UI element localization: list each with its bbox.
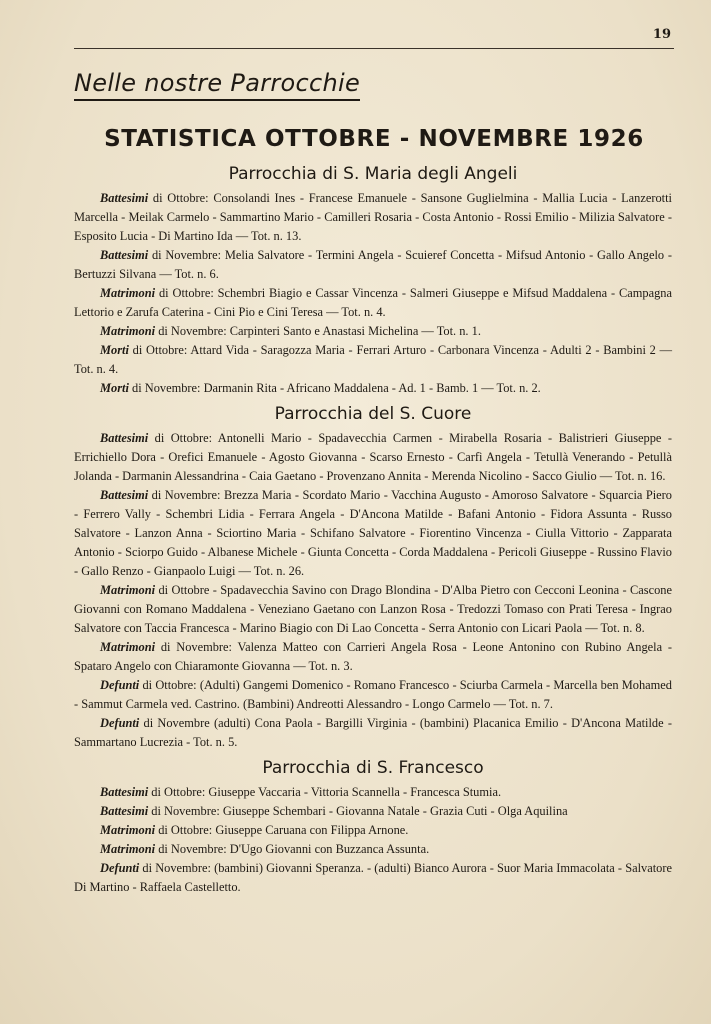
- record-category: Matrimoni: [100, 324, 156, 338]
- main-title: STATISTICA OTTOBRE - NOVEMBRE 1926: [104, 126, 644, 152]
- record-text: di Ottobre: Giuseppe Caruana con Filippa Arnone.: [155, 823, 409, 837]
- record-category: Matrimoni: [100, 823, 156, 837]
- record-text: di Novembre: Carpinteri Santo e Anastasi Michelina — Tot. n. 1.: [155, 324, 481, 338]
- record-entry: [74, 581, 672, 638]
- record-category: Matrimoni: [100, 842, 156, 856]
- record-text: di Novembre: Brezza Maria - Scordato Mario - Vacchina Augusto - Amoroso Salvatore - Squarcia Piero - Ferrero Vally - Schembri Lidia - Ferrara Angela - D'Ancona Matilde - Bafani Antonio - Fidora Assunta - Russo Salvatore - Lanzon Anna - Sciortino Maria - Schifano Salvatore - Fiorentino Vincenza - Ciulla Vittorio - Zapparata Antonio - Sciorpo Guido - Albanese Michele - Giunta Concetta - Corda Maddalena - Pericoli Giuseppe - Russino Flavio - Gallo Renzo - Gianpaolo Luigi — Tot. n. 26.: [74, 488, 672, 578]
- record-category: Morti: [100, 381, 129, 395]
- record-category: Battesimi: [100, 804, 149, 818]
- record-text: di Novembre: Valenza Matteo con Carrieri Angela Rosa - Leone Antonino con Rubino Angela - Spataro Angelo con Chiaramonte Giovanna — Tot. n. 3.: [74, 640, 672, 673]
- header-rule: [74, 48, 674, 49]
- record-text: di Ottobre - Spadavecchia Savino con Drago Blondina - D'Alba Pietro con Cecconi Leonina - Cascone Giovanni con Romano Maddalena - Veneziano Gaetano con Lanzon Rosa - Tredozzi Tomaso con Prati Teresa - Ingrao Salvatore con Taccia Francesca - Marino Biagio con Di Lao Concetta - Serra Antonio con Licari Paola — Tot. n. 8.: [74, 583, 672, 635]
- record-category: Battesimi: [100, 248, 149, 262]
- record-category: Defunti: [100, 716, 140, 730]
- record-category: Battesimi: [100, 785, 149, 799]
- record-category: Matrimoni: [100, 286, 156, 300]
- record-text: di Ottobre: Attard Vida - Saragozza Maria - Ferrari Arturo - Carbonara Vincenza - Adulti 2 - Bambini 2 — Tot. n. 4.: [74, 343, 672, 376]
- record-category: Defunti: [100, 678, 140, 692]
- record-text: di Novembre: (bambini) Giovanni Speranza. - (adulti) Bianco Aurora - Suor Maria Immacolata - Salvatore Di Martino - Raffaela Castelletto.: [74, 861, 672, 894]
- record-text: di Novembre (adulti) Cona Paola - Bargilli Virginia - (bambini) Placanica Emilio - D'Ancona Matilde - Sammartano Lucrezia - Tot. n. 5.: [74, 716, 672, 749]
- parish-title: Parrocchia di S. Francesco: [262, 758, 484, 778]
- record-text: di Novembre: D'Ugo Giovanni con Buzzanca Assunta.: [155, 842, 430, 856]
- record-entry: [74, 379, 672, 398]
- record-entry: [74, 429, 672, 486]
- record-text: di Ottobre: Antonelli Mario - Spadavecchia Carmen - Mirabella Rosaria - Balistrieri Giuseppe - Errichiello Dora - Orefici Emanuele - Agosto Giovanna - Scarso Ernesto - Carfì Angela - Tetullà Venerando - Petullà Jolanda - Darmanin Alessandrina - Caia Gaetano - Provenzano Annita - Merenda Nicolino - Sacco Giulio — Tot. n. 16.: [74, 431, 672, 483]
- record-category: Battesimi: [100, 488, 149, 502]
- record-text: di Ottobre: Schembri Biagio e Cassar Vincenza - Salmeri Giuseppe e Mifsud Maddalena - Campagna Lettorio e Zarufa Caterina - Cini Pio e Cini Teresa — Tot. n. 4.: [74, 286, 672, 319]
- record-entry: [74, 284, 672, 322]
- record-entry: [74, 246, 672, 284]
- record-entry: [74, 714, 672, 752]
- record-text: di Ottobre: Giuseppe Vaccaria - Vittoria Scannella - Francesca Stumia.: [148, 785, 502, 799]
- record-category: Battesimi: [100, 191, 149, 205]
- record-entry: [74, 859, 672, 897]
- record-entry: [74, 189, 672, 246]
- page-number: 19: [652, 27, 671, 42]
- record-text: di Novembre: Darmanin Rita - Africano Maddalena - Ad. 1 - Bamb. 1 — Tot. n. 2.: [128, 381, 541, 395]
- record-category: Defunti: [100, 861, 140, 875]
- record-entry: [74, 840, 672, 859]
- record-entry: [74, 638, 672, 676]
- record-category: Battesimi: [100, 431, 149, 445]
- record-text: di Novembre: Melia Salvatore - Termini Angela - Scuieref Concetta - Mifsud Antonio - Gallo Angelo - Bertuzzi Silvana — Tot. n. 6.: [74, 248, 672, 281]
- record-entry: [74, 821, 672, 840]
- record-entry: [74, 802, 672, 821]
- record-entry: [74, 322, 672, 341]
- record-text: di Novembre: Giuseppe Schembari - Giovanna Natale - Grazia Cuti - Olga Aquilina: [148, 804, 568, 818]
- section-heading: Nelle nostre Parrocchie: [74, 68, 360, 101]
- record-entry: [74, 783, 672, 802]
- document-body: [74, 160, 672, 897]
- parish-title: Parrocchia di S. Maria degli Angeli: [228, 164, 518, 184]
- record-entry: [74, 486, 672, 581]
- record-category: Matrimoni: [100, 640, 156, 654]
- record-entry: [74, 341, 672, 379]
- record-text: di Ottobre: Consolandi Ines - Francese Emanuele - Sansone Guglielmina - Mallia Lucia - Lanzerotti Marcella - Meilak Carmelo - Sammartino Mario - Camilleri Rosaria - Costa Antonio - Rossi Emilio - Milizia Salvatore - Esposito Lucia - Di Martino Ida — Tot. n. 13.: [74, 191, 672, 243]
- record-entry: [74, 676, 672, 714]
- record-category: Matrimoni: [100, 583, 156, 597]
- record-text: di Ottobre: (Adulti) Gangemi Domenico - Romano Francesco - Sciurba Carmela - Marcella ben Mohamed - Sammut Carmela ved. Castrino. (Bambini) Andreotti Alessandro - Longo Carmelo — Tot. n. 7.: [74, 678, 672, 711]
- record-category: Morti: [100, 343, 129, 357]
- parish-title: Parrocchia del S. Cuore: [274, 404, 472, 424]
